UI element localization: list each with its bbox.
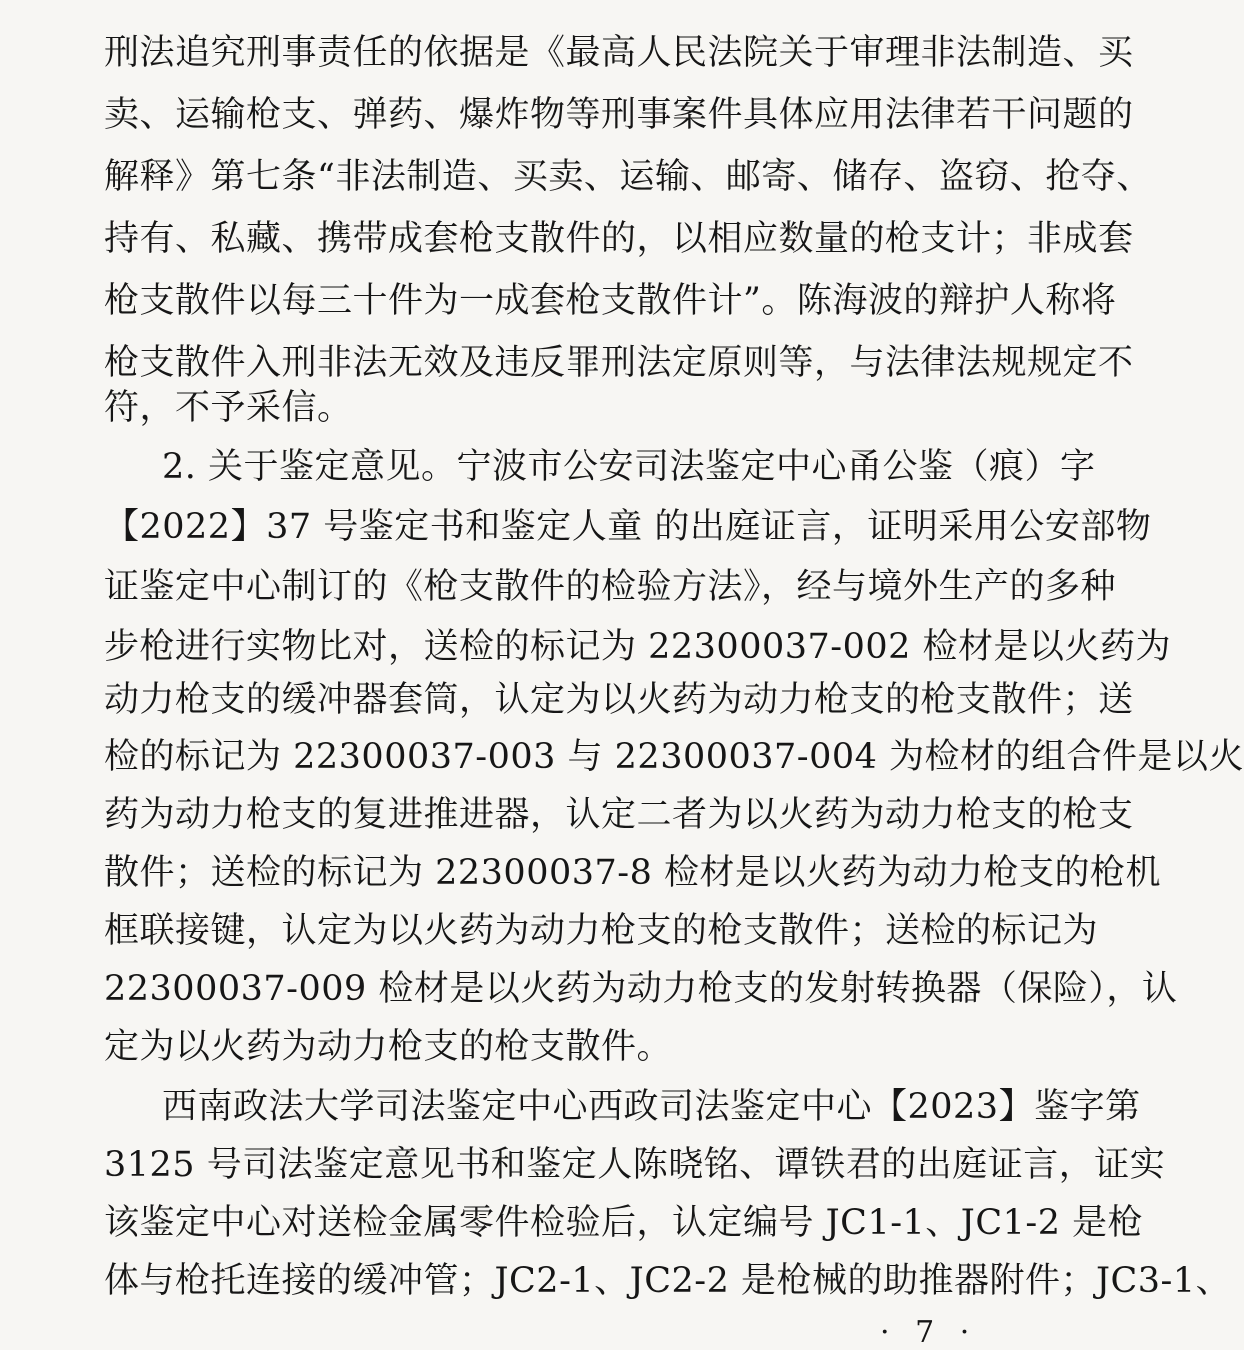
- text-line-3: 解释》第七条“非法制造、买卖、运输、邮寄、储存、盗窃、抢夺、: [104, 157, 1152, 197]
- text-line-18: 定为以火药为动力枪支的枪支散件。: [104, 1027, 673, 1067]
- text-line-4: 持有、私藏、携带成套枪支散件的，以相应数量的枪支计；非成套: [104, 219, 1134, 259]
- text-line-10: 证鉴定中心制订的《枪支散件的检验方法》，经与境外生产的多种: [104, 567, 1117, 607]
- text-line-20: 3125 号司法鉴定意见书和鉴定人陈晓铭、谭铁君的出庭证言，证实: [104, 1145, 1166, 1185]
- text-line-11: 步枪进行实物比对，送检的标记为 22300037-002 检材是以火药为: [104, 627, 1172, 667]
- text-line-19: 西南政法大学司法鉴定中心西政司法鉴定中心【2023】鉴字第: [162, 1087, 1141, 1127]
- text-line-8: 2. 关于鉴定意见。宁波市公安司法鉴定中心甬公鉴（痕）字: [162, 447, 1096, 487]
- text-line-21: 该鉴定中心对送检金属零件检验后，认定编号 JC1-1、JC1-2 是枪: [104, 1203, 1144, 1243]
- text-line-15: 散件；送检的标记为 22300037-8 检材是以火药为动力枪支的枪机: [104, 853, 1161, 893]
- text-line-12: 动力枪支的缓冲器套筒，认定为以火药为动力枪支的枪支散件；送: [104, 680, 1134, 720]
- text-line-1: 刑法追究刑事责任的依据是《最高人民法院关于审理非法制造、买: [104, 33, 1134, 73]
- text-line-13: 检的标记为 22300037-003 与 22300037-004 为检材的组合件是以火: [104, 737, 1244, 777]
- text-line-9: 【2022】37 号鉴定书和鉴定人童 的出庭证言，证明采用公安部物: [104, 507, 1152, 547]
- text-line-22: 体与枪托连接的缓冲管；JC2-1、JC2-2 是枪械的助推器附件；JC3-1、: [104, 1261, 1232, 1301]
- text-line-5: 枪支散件以每三十件为一成套枪支散件计”。陈海波的辩护人称将: [104, 281, 1117, 321]
- text-line-16: 框联接键，认定为以火药为动力枪支的枪支散件；送检的标记为: [104, 911, 1099, 951]
- page-number: · 7 ·: [880, 1315, 978, 1350]
- text-line-2: 卖、运输枪支、弹药、爆炸物等刑事案件具体应用法律若干问题的: [104, 95, 1134, 135]
- text-line-6: 枪支散件入刑非法无效及违反罪刑法定原则等，与法律法规规定不: [104, 343, 1134, 383]
- text-line-14: 药为动力枪支的复进推进器，认定二者为以火药为动力枪支的枪支: [104, 795, 1134, 835]
- text-line-7: 符，不予采信。: [104, 388, 353, 428]
- text-line-17: 22300037-009 检材是以火药为动力枪支的发射转换器（保险），认: [104, 969, 1178, 1009]
